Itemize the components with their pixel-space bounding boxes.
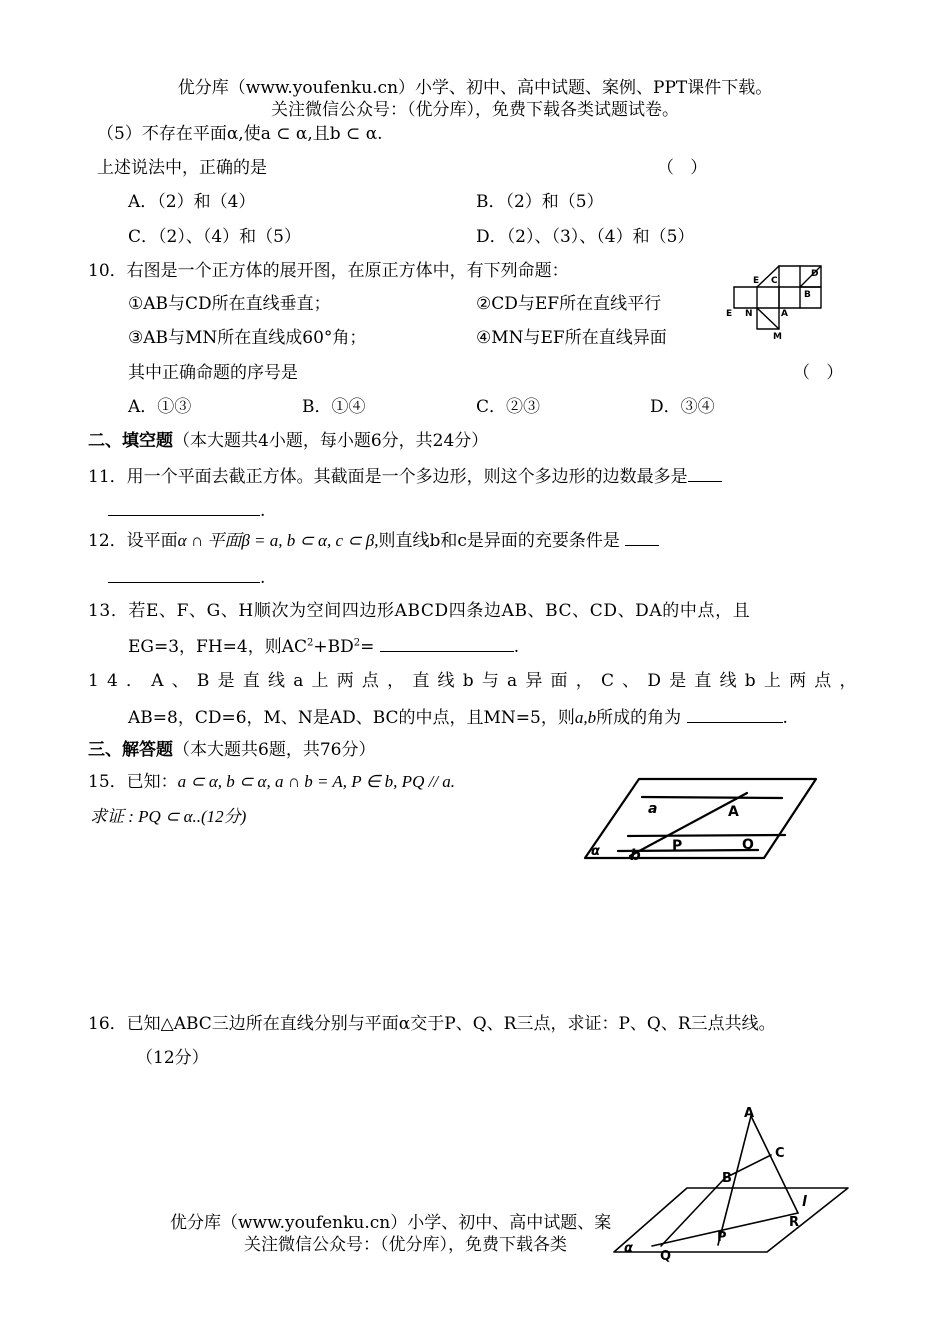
q10-prop-2: ②CD与EF所在直线平行 <box>476 294 662 314</box>
q13-eq: = <box>360 637 375 657</box>
q15-given-math: a ⊂ α, b ⊂ α, a ∩ b = A, P ∈ b, PQ // a. <box>177 772 456 791</box>
q9-option-d: D．（2）、（3）、（4）和（5） <box>476 227 695 247</box>
q16-label-c: C <box>775 1146 785 1161</box>
q11-blank-line-2: . <box>108 499 265 522</box>
footer-line-2: 关注微信公众号：（优分库），免费下载各类 <box>244 1235 567 1255</box>
section-2-title: 二、填空题 <box>88 431 173 451</box>
q15-label-a: a <box>648 801 658 817</box>
q14-ab: a,b <box>574 708 597 727</box>
q9-answer-paren: （ ） <box>657 158 708 178</box>
q13-given: EG=3，FH=4，则AC <box>128 637 308 657</box>
cube-net-figure <box>728 262 828 342</box>
q12-answer-blank[interactable] <box>625 529 659 546</box>
q15-label-p: P <box>672 838 683 854</box>
q14-ask: 所成的角为 <box>596 708 682 728</box>
q11-answer-blank[interactable] <box>688 465 722 482</box>
q14-given: AB=8，CD=6，M、N是AD、BC的中点，且MN=5，则 <box>128 708 575 728</box>
header-line-1: 优分库（www.youfenku.cn）小学、初中、高中试题、案例、PPT课件下载。 <box>177 78 773 98</box>
q15-label-alpha: α <box>591 844 600 859</box>
q13-line-2: EG=3，FH=4，则$AC^2+BD^2=$ . <box>128 637 520 657</box>
q16-label-p: P <box>717 1230 727 1245</box>
q14-line-1: 14．A、B是直线a上两点，直线b与a异面，C、D是直线b上两点， <box>88 671 865 691</box>
net-label-m: M <box>773 332 782 342</box>
net-label-c: C <box>771 276 778 286</box>
q16-line-2: （12分） <box>136 1048 209 1068</box>
q13-answer-blank[interactable] <box>380 635 514 652</box>
q10-option-c: C．②③ <box>476 397 541 417</box>
q10-option-d: D．③④ <box>650 397 715 417</box>
q10-option-b: B．①④ <box>302 397 366 417</box>
q10-ask: 其中正确命题的序号是 <box>128 363 298 383</box>
net-label-a: A <box>781 309 788 319</box>
q15-label-cap-a: A <box>728 804 739 820</box>
q9-option-a: A．（2）和（4） <box>128 192 256 212</box>
q16-line-1: 16．已知△ABC三边所在直线分别与平面α交于P、Q、R三点，求证：P、Q、R三点共线。 <box>88 1014 776 1034</box>
q16-label-b: B <box>722 1171 732 1186</box>
q10-stem: 10．右图是一个正方体的展开图，在原正方体中，有下列命题： <box>88 261 569 281</box>
q11-question: 11．用一个平面去截正方体。其截面是一个多边形，则这个多边形的边数最多是 <box>88 467 688 487</box>
q12-pre: 12．设平面 <box>88 531 178 551</box>
q11-answer-blank-2[interactable] <box>108 499 260 516</box>
q15-prove: 求证 : PQ ⊂ α..(12分) <box>90 807 247 826</box>
section-2-desc: （本大题共4小题，每小题6分，共24分） <box>173 431 489 451</box>
net-label-b: B <box>804 290 811 300</box>
q13-sup-1: 2 <box>307 637 314 649</box>
q15-label-b: b <box>630 846 641 864</box>
q12-math: α ∩ 平面β = a, b ⊂ α, c ⊂ β, <box>177 531 379 550</box>
section-3-heading <box>88 739 375 761</box>
net-label-e-top: E <box>753 276 760 286</box>
section-3-desc: （本大题共6题，共76分） <box>173 740 376 760</box>
q16-label-alpha: α <box>624 1241 633 1256</box>
q9-option-b: B．（2）和（5） <box>476 192 604 212</box>
q9-option-c: C．（2）、（4）和（5） <box>128 227 301 247</box>
q15-given-label: 15．已知： <box>88 772 178 792</box>
q12-answer-blank-2[interactable] <box>108 566 260 583</box>
q12-post: 则直线b和c是异面的充要条件是 <box>378 531 620 551</box>
q13-sup-2: 2 <box>353 637 361 649</box>
q13-line-1: 13．若E、F、G、H顺次为空间四边形ABCD四条边AB、BC、CD、DA的中点，且 <box>88 601 751 621</box>
q9-item-5: （5）不存在平面α,使a ⊂ α,且b ⊂ α. <box>97 124 383 144</box>
q15-given <box>88 771 455 793</box>
section-3-title: 三、解答题 <box>88 740 173 760</box>
net-label-d: D <box>811 269 819 279</box>
q10-prop-1: ①AB与CD所在直线垂直； <box>128 294 331 314</box>
q16-label-l: l <box>802 1194 807 1210</box>
q16-label-r: R <box>789 1215 800 1230</box>
q11-text <box>88 465 722 488</box>
q16-label-a: A <box>744 1106 755 1121</box>
header-line-2: 关注微信公众号：（优分库），免费下载各类试题试卷。 <box>271 100 679 120</box>
net-label-n: N <box>745 309 753 319</box>
q13-mid: +BD <box>313 637 354 657</box>
net-label-e-bottom: E <box>726 309 733 319</box>
q9-stem: 上述说法中，正确的是 <box>97 158 267 178</box>
q14-answer-blank[interactable] <box>687 706 783 723</box>
q16-plane-figure <box>612 1103 852 1263</box>
q12-blank-line-2: . <box>108 566 265 589</box>
q10-option-a: A．①③ <box>128 397 192 417</box>
footer-line-1: 优分库（www.youfenku.cn）小学、初中、高中试题、案 <box>170 1213 612 1233</box>
q10-prop-3: ③AB与MN所在直线成60°角； <box>128 328 367 348</box>
q15-label-q: Q <box>742 837 754 853</box>
q10-prop-4: ④MN与EF所在直线异面 <box>476 328 667 348</box>
q16-label-q: Q <box>660 1249 672 1264</box>
section-2-heading <box>88 430 488 452</box>
q12-text <box>88 529 659 552</box>
q10-answer-paren: （ ） <box>793 363 844 383</box>
q15-plane-figure <box>582 777 822 862</box>
q14-line-2: AB=8，CD=6，M、N是AD、BC的中点，且MN=5，则a,b所成的角为 . <box>128 708 788 728</box>
